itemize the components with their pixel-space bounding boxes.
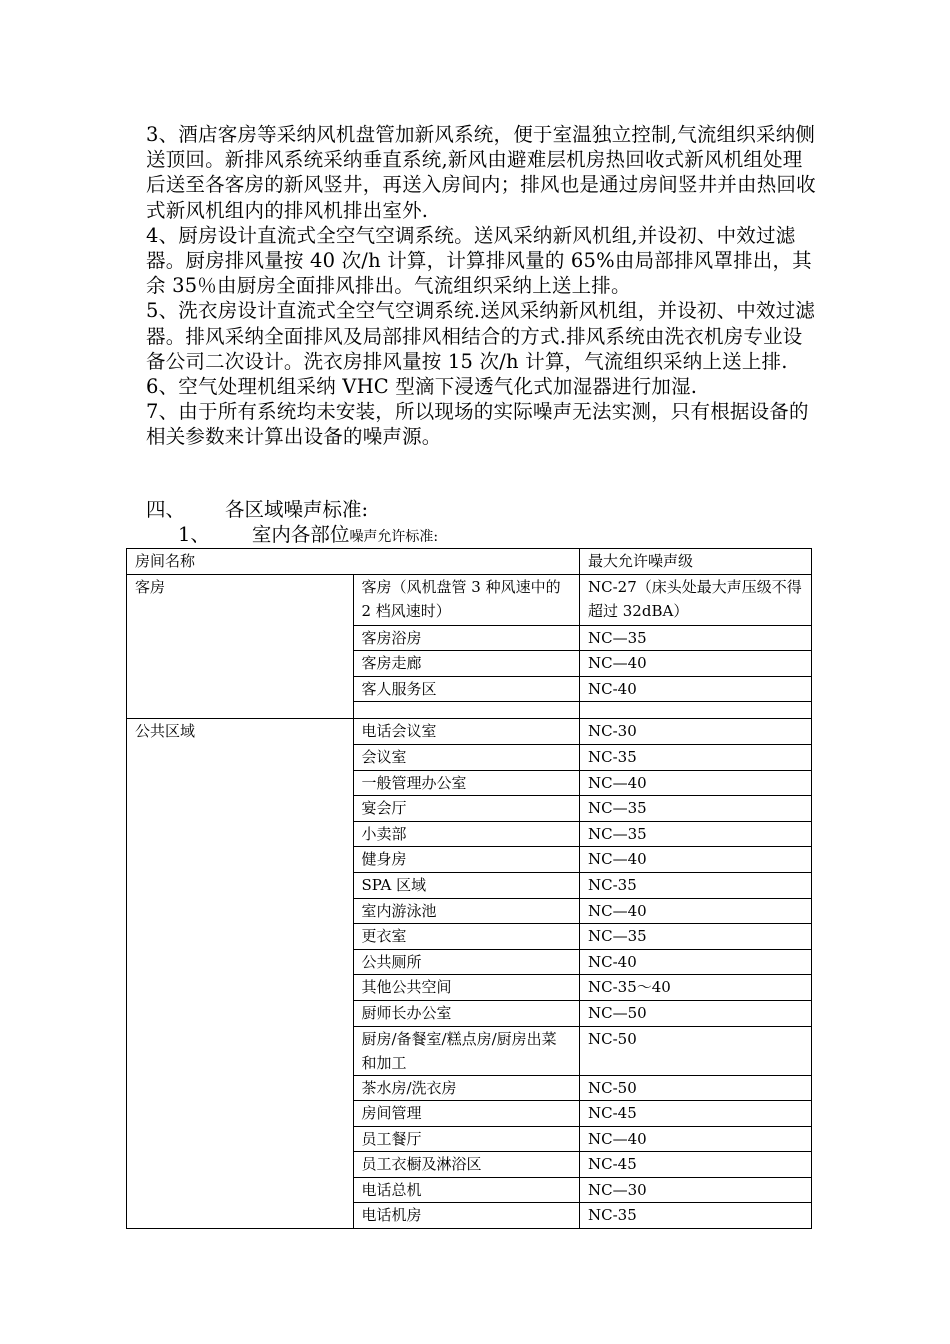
table-row: [127, 949, 812, 975]
room-name: 电话机房: [353, 1203, 580, 1229]
paragraph-6: 6、空气处理机组采纳 VHC 型滴下浸透气化式加湿器进行加湿.: [146, 375, 698, 399]
table-row: [127, 847, 812, 873]
noise-level: NC-35～40: [580, 975, 812, 1001]
noise-level: NC-30: [580, 719, 812, 745]
noise-level: NC—40: [580, 898, 812, 924]
table-row: [127, 719, 812, 745]
table-row: [127, 872, 812, 898]
noise-level: NC-50: [580, 1075, 812, 1101]
noise-level: NC—30: [580, 1177, 812, 1203]
table-row: [127, 1203, 812, 1229]
table-row: [127, 744, 812, 770]
subsection-number: 1、: [178, 523, 210, 546]
table-row: [127, 1126, 812, 1152]
table-row: [127, 1101, 812, 1127]
table-row-empty: [127, 702, 812, 719]
noise-level: NC-27（床头处最大声压级不得超过 32dBA）: [580, 574, 812, 625]
table-row: [127, 1177, 812, 1203]
room-name: 房间管理: [353, 1101, 580, 1127]
room-name: 一般管理办公室: [353, 770, 580, 796]
noise-level: NC—40: [580, 847, 812, 873]
noise-level: NC—40: [580, 651, 812, 677]
room-name: 客房（风机盘管 3 种风速中的 2 档风速时）: [353, 574, 580, 625]
table-row: [127, 1000, 812, 1026]
noise-level: NC-35: [580, 744, 812, 770]
paragraph-7: 7、由于所有系统均未安装，所以现场的实际噪声无法实测，只有根据设备的相关参数来计算出设备的噪声源。: [146, 400, 809, 449]
table-row: [127, 651, 812, 677]
noise-level: NC—35: [580, 796, 812, 822]
subsection-title: 室内各部位: [251, 523, 350, 546]
table-row: [127, 676, 812, 702]
room-name: 客房浴房: [353, 625, 580, 651]
subsection-heading: [178, 524, 438, 548]
noise-level: NC—40: [580, 770, 812, 796]
room-name: 健身房: [353, 847, 580, 873]
paragraph-4: 4、厨房设计直流式全空气空调系统。送风采纳新风机组,并设初、中效过滤器。厨房排风量按 40 次/h 计算，计算排风量的 65%由局部排风罩排出，其余 35％由厨房全面排风排出。气流组织采纳上送上排。: [146, 223, 812, 298]
body-paragraphs: [146, 122, 816, 450]
noise-level: NC-45: [580, 1152, 812, 1178]
table-header-row: [127, 549, 812, 575]
table-row: [127, 924, 812, 950]
room-name: 小卖部: [353, 821, 580, 847]
table-row: [127, 574, 812, 625]
group-label-guest: 客房: [127, 574, 354, 625]
room-name: 电话会议室: [353, 719, 580, 745]
table-row: [127, 1152, 812, 1178]
noise-level: NC-40: [580, 676, 812, 702]
section-number: 四、: [146, 498, 186, 521]
room-name: 厨师长办公室: [353, 1000, 580, 1026]
header-room-name: 房间名称: [127, 549, 580, 575]
noise-level: NC—35: [580, 821, 812, 847]
table-row: [127, 975, 812, 1001]
noise-level: NC-35: [580, 872, 812, 898]
room-name: 员工衣橱及淋浴区: [353, 1152, 580, 1178]
section-title: 各区域噪声标准:: [225, 498, 369, 521]
table-row: [127, 898, 812, 924]
noise-level: NC-45: [580, 1101, 812, 1127]
noise-level: NC—35: [580, 924, 812, 950]
noise-level: NC—35: [580, 625, 812, 651]
noise-level: NC-40: [580, 949, 812, 975]
subsection-suffix: 噪声允许标准:: [349, 529, 439, 545]
table-row: [127, 1026, 812, 1075]
table-row: [127, 625, 812, 651]
room-name: 其他公共空间: [353, 975, 580, 1001]
room-name: SPA 区域: [353, 872, 580, 898]
room-name: 员工餐厅: [353, 1126, 580, 1152]
table-row: [127, 770, 812, 796]
room-name: 公共厕所: [353, 949, 580, 975]
room-name: 客房走廊: [353, 651, 580, 677]
noise-level: NC—40: [580, 1126, 812, 1152]
header-max-noise: 最大允许噪声级: [580, 549, 812, 575]
room-name: 茶水房/洗衣房: [353, 1075, 580, 1101]
table-row: [127, 821, 812, 847]
room-name: 更衣室: [353, 924, 580, 950]
group-label-public: 公共区域: [127, 719, 354, 745]
room-name: 电话总机: [353, 1177, 580, 1203]
table-row: [127, 1075, 812, 1101]
room-name: 会议室: [353, 744, 580, 770]
noise-level: NC—50: [580, 1000, 812, 1026]
noise-level: NC-35: [580, 1203, 812, 1229]
section-heading: [146, 498, 368, 522]
noise-standard-table: [126, 548, 812, 1229]
room-name: 厨房/备餐室/糕点房/厨房出菜和加工: [353, 1026, 580, 1075]
room-name: 宴会厅: [353, 796, 580, 822]
table-row: [127, 796, 812, 822]
noise-level: NC-50: [580, 1026, 812, 1075]
paragraph-3: 3、酒店客房等采纳风机盘管加新风系统，便于室温独立控制,气流组织采纳侧送顶回。新排风系统采纳垂直系统,新风由避难层机房热回收式新风机组处理后送至各客房的新风竖井，再送入房间内；排风也是通过房间竖井并由热回收式新风机组内的排风机排出室外.: [146, 123, 816, 222]
paragraph-5: 5、洗衣房设计直流式全空气空调系统.送风采纳新风机组，并设初、中效过滤器。排风采纳全面排风及局部排风相结合的方式.排风系统由洗衣机房专业设备公司二次设计。洗衣房排风量按 15 次/h 计算，气流组织采纳上送上排.: [146, 299, 816, 373]
room-name: 室内游泳池: [353, 898, 580, 924]
room-name: 客人服务区: [353, 676, 580, 702]
